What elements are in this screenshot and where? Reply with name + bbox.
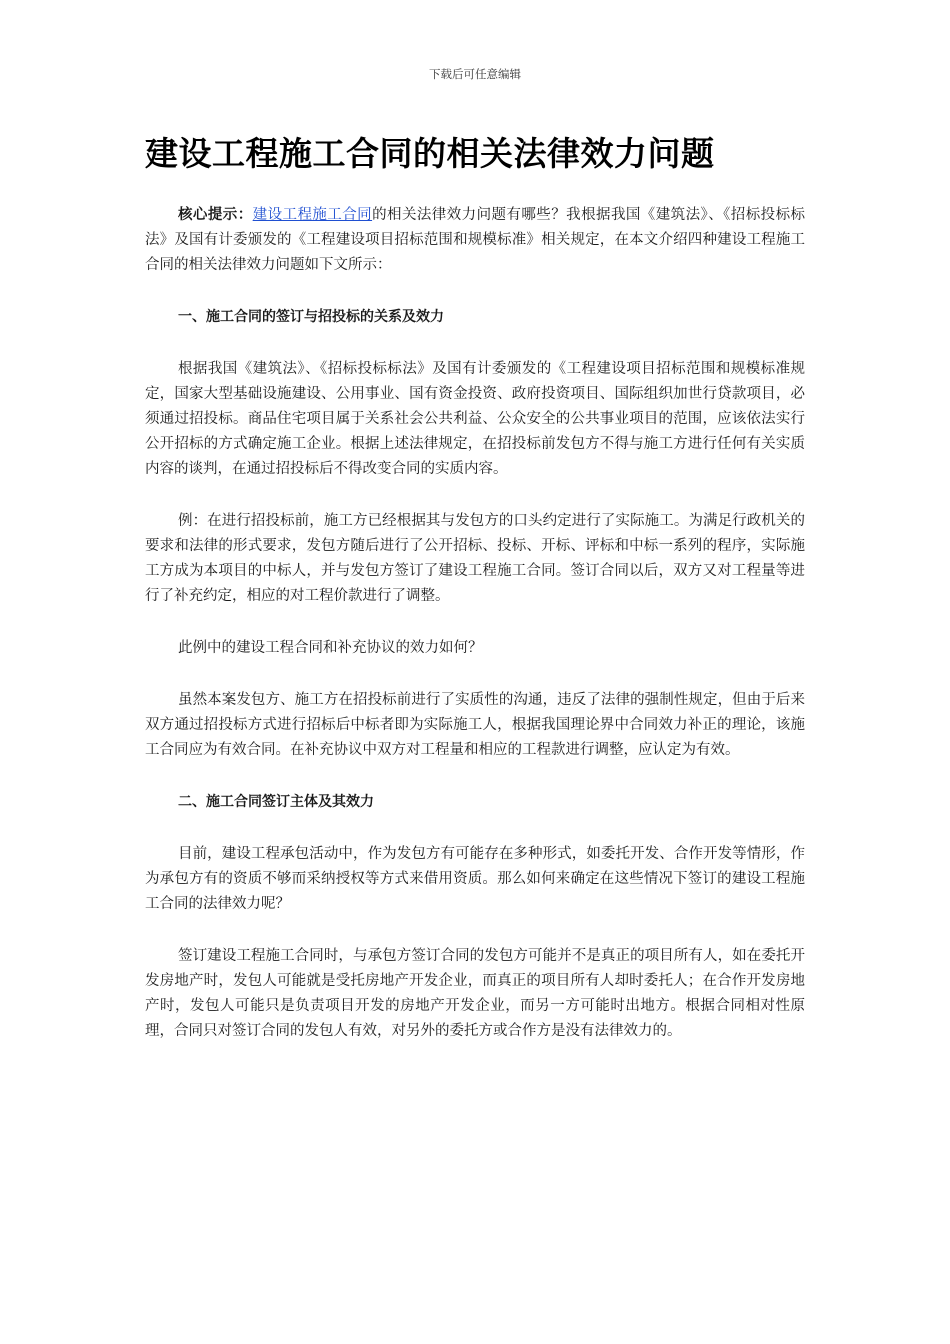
section-heading-1: 一、施工合同的签订与招投标的关系及效力 (178, 309, 444, 325)
paragraph-1: 根据我国《建筑法》、《招标投标标法》及国有计委颁发的《工程建设项目招标范围和规模标准规定，国家大型基础设施建设、公用事业、国有资金投资、政府投资项目、国际组织加世行贷款项目，必须通过招投标。商品住宅项目属于关系社会公共利益、公众安全的公共事业项目的范围，应该依法实行公开招标的方式确定施工企业。根据上述法律规定，在招投标前发包方不得与施工方进行任何有关实质内容的谈判，在通过招投标后不得改变合同的实质内容。 (145, 361, 805, 477)
contract-link[interactable]: 建设工程施工合同 (252, 207, 373, 223)
intro-keyword: 核心提示： (178, 207, 253, 223)
document-title: 建设工程施工合同的相关法律效力问题 (145, 134, 715, 173)
section-heading-2: 二、施工合同签订主体及其效力 (178, 794, 374, 810)
paragraph-question: 此例中的建设工程合同和补充协议的效力如何？ (178, 640, 483, 656)
paragraph-example: 例：在进行招投标前，施工方已经根据其与发包方的口头约定进行了实际施工。为满足行政机关的要求和法律的形式要求，发包方随后进行了公开招标、投标、开标、评标和中标一系列的程序，实际施工方成为本项目的中标人，并与发包方签订了建设工程施工合同。签订合同以后，双方又对工程量等进行了补充约定，相应的对工程价款进行了调整。 (145, 513, 805, 604)
intro-text: 的相关法律效力问题有哪些？我根据我国《建筑法》、《招标投标标法》及国有计委颁发的《工程建设项目招标范围和规模标准》相关规定，在本文介绍四种建设工程施工合同的相关法律效力问题如下文所示： (145, 207, 806, 273)
paragraph-6: 签订建设工程施工合同时，与承包方签订合同的发包方可能并不是真正的项目所有人，如在委托开发房地产时，发包人可能就是受托房地产开发企业，而真正的项目所有人却时委托人；在合作开发房地产时，发包人可能只是负责项目开发的房地产开发企业，而另一方可能时出地方。根据合同相对性原理，合同只对签订合同的发包人有效，对另外的委托方或合作方是没有法律效力的。 (145, 948, 805, 1039)
header-note: 下载后可任意编辑 (429, 67, 521, 81)
paragraph-5: 目前，建设工程承包活动中，作为发包方有可能存在多种形式，如委托开发、合作开发等情形，作为承包方有的资质不够而采纳授权等方式来借用资质。那么如何来确定在这些情况下签订的建设工程施工合同的法律效力呢？ (145, 846, 805, 912)
intro-paragraph (145, 203, 805, 278)
paragraph-answer: 虽然本案发包方、施工方在招投标前进行了实质性的沟通，违反了法律的强制性规定，但由于后来双方通过招投标方式进行招标后中标者即为实际施工人，根据我国理论界中合同效力补正的理论，该施工合同应为有效合同。在补充协议中双方对工程量和相应的工程款进行调整，应认定为有效。 (145, 692, 805, 758)
document-body (145, 203, 805, 1071)
